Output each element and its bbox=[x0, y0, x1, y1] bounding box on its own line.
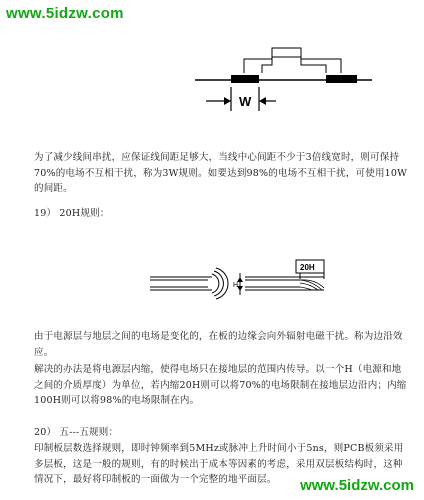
dim-arrow-right-head bbox=[259, 97, 266, 105]
diagram-3w-rule bbox=[0, 35, 424, 150]
diagram-20h-rule bbox=[0, 255, 424, 325]
trace-left bbox=[231, 75, 259, 83]
paragraph-five-five-rule: 印制板层数选择规则，即时钟频率到5MHz或脉冲上升时间小于5ns，则PCB板须采用多层板，这是一般的规则，有的时候出于成本等因素的考虑，采用双层板结构时，这种情况下，最好将印制板的一面做为一个完整的地平面层。 bbox=[34, 443, 404, 485]
label-h: H bbox=[233, 282, 239, 289]
edge-field-4 bbox=[300, 280, 324, 288]
paragraph-edge-effect: 由于电源层与地层之间的电场是变化的，在板的边缘会向外辐射电磁干扰。称为边沿效应。 bbox=[34, 331, 403, 358]
dim-label-w: W bbox=[239, 94, 252, 109]
label-20h: 20H bbox=[300, 263, 315, 272]
paragraph-20h-solution: 解决的办法是将电源层内缩，使得电场只在接地层的范围内传导。以一个H（电源和地之间的介质厚度）为单位，若内缩20H则可以将70%的电场限制在接地层边沿内；内缩100H则可以将98%的电场限制在内。 bbox=[34, 364, 407, 406]
trace-right bbox=[326, 75, 357, 83]
watermark-bottom: www.5idzw.com bbox=[300, 477, 414, 494]
heading-20h-rule: 19） 20H规则： bbox=[34, 208, 110, 219]
fringe-arc-1 bbox=[212, 274, 219, 293]
heading-five-five-rule: 20） 五---五规则： bbox=[34, 427, 119, 438]
dim-arrow-left-head bbox=[224, 97, 231, 105]
watermark-top: www.5idzw.com bbox=[6, 5, 124, 22]
paragraph-3w-rule: 为了减少线间串扰，应保证线间距足够大，当线中心间距不少于3倍线宽时，则可保持70%的电场不互相干扰，称为3W规则。如要达到98%的电场不互相干扰，可使用10W的间距。 bbox=[34, 152, 408, 194]
edge-field-1 bbox=[300, 280, 322, 290]
